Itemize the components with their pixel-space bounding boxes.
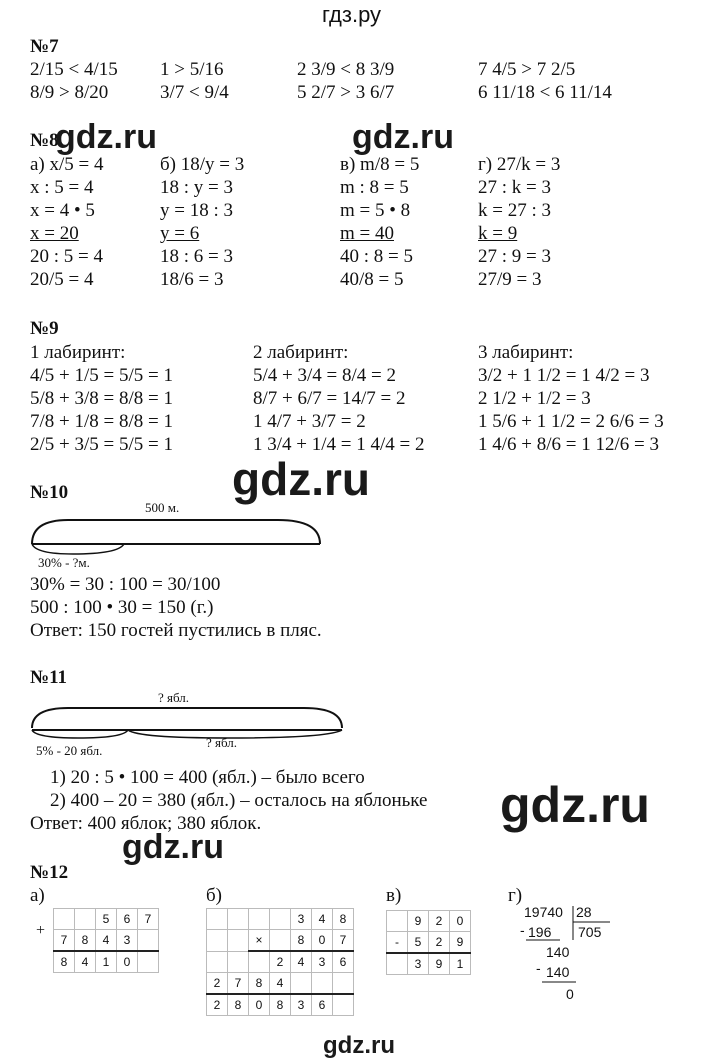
- eq: y = 18 : 3: [160, 200, 233, 221]
- ineq: 7 4/5 > 7 2/5: [478, 59, 576, 80]
- eq: 18 : y = 3: [160, 177, 233, 198]
- segment-part-label: 5% - 20 ябл.: [36, 743, 103, 758]
- eq: 5/8 + 3/8 = 8/8 = 1: [30, 388, 173, 409]
- solution-line: 1) 20 : 5 • 100 = 400 (ябл.) – было всего: [50, 767, 365, 788]
- eq: б) 18/y = 3: [160, 154, 245, 175]
- eq: 40/8 = 5: [340, 269, 404, 290]
- task-7-title: №7: [30, 36, 59, 57]
- site-header: гдз.ру: [322, 2, 382, 27]
- watermark: gdz.ru: [122, 828, 224, 866]
- eq-answer: m = 40: [340, 223, 394, 244]
- subtrahend: 196: [528, 924, 552, 940]
- eq: 2/5 + 3/5 = 5/5 = 1: [30, 434, 173, 455]
- subtraction-grid: 9 2 0 - 5 2 9 3 9 1: [386, 910, 471, 975]
- sub-c-label: в): [386, 885, 402, 906]
- eq-answer: k = 9: [478, 223, 518, 244]
- eq: 3/2 + 1 1/2 = 1 4/2 = 3: [478, 365, 650, 386]
- maze-label: 3 лабиринт:: [478, 342, 574, 363]
- eq: а) x/5 = 4: [30, 154, 104, 175]
- eq: 27/9 = 3: [478, 269, 542, 290]
- eq: 20 : 5 = 4: [30, 246, 103, 267]
- task-8-title: №8: [30, 130, 59, 151]
- minus-sign: -: [536, 960, 541, 976]
- solution-line: 500 : 100 • 30 = 150 (г.): [30, 597, 214, 618]
- segment-total-label: 500 м.: [145, 500, 180, 515]
- task-10-title: №10: [30, 482, 69, 503]
- maze-label: 2 лабиринт:: [253, 342, 349, 363]
- eq: k = 27 : 3: [478, 200, 551, 221]
- ineq: 2/15 < 4/15: [30, 59, 118, 80]
- eq: г) 27/k = 3: [478, 154, 561, 175]
- addition-grid: 5 6 7 7 8 4 3 8 4 1 0: [53, 908, 159, 973]
- segment-rest-label: ? ябл.: [206, 735, 238, 750]
- eq: 18/6 = 3: [160, 269, 224, 290]
- final-remainder: 0: [566, 986, 574, 1002]
- footer-watermark: gdz.ru: [323, 1032, 395, 1059]
- eq: m : 8 = 5: [340, 177, 409, 198]
- answer: Ответ: 150 гостей пустились в пляс.: [30, 620, 322, 641]
- eq: 1 4/7 + 3/7 = 2: [253, 411, 366, 432]
- eq: x = 4 • 5: [30, 200, 95, 221]
- task-9-title: №9: [30, 318, 59, 339]
- eq: 27 : k = 3: [478, 177, 551, 198]
- eq: 18 : 6 = 3: [160, 246, 233, 267]
- quotient: 705: [578, 924, 602, 940]
- eq: 8/7 + 6/7 = 14/7 = 2: [253, 388, 406, 409]
- segment-total-label: ? ябл.: [158, 690, 190, 705]
- subtrahend: 140: [546, 964, 570, 980]
- watermark: gdz.ru: [352, 118, 454, 156]
- task-11-diagram: [28, 700, 348, 740]
- eq-answer: x = 20: [30, 223, 79, 244]
- eq: 4/5 + 1/5 = 5/5 = 1: [30, 365, 173, 386]
- watermark: gdz.ru: [55, 118, 157, 156]
- eq: 5/4 + 3/4 = 8/4 = 2: [253, 365, 396, 386]
- solution-line: 30% = 30 : 100 = 30/100: [30, 574, 221, 595]
- eq: 20/5 = 4: [30, 269, 94, 290]
- ineq: 5 2/7 > 3 6/7: [297, 82, 395, 103]
- eq: 1 5/6 + 1 1/2 = 2 6/6 = 3: [478, 411, 664, 432]
- maze-label: 1 лабиринт:: [30, 342, 126, 363]
- sub-b-label: б): [206, 885, 222, 906]
- plus-sign: +: [36, 922, 46, 939]
- watermark: gdz.ru: [232, 453, 370, 505]
- ineq: 8/9 > 8/20: [30, 82, 109, 103]
- task-11-title: №11: [30, 667, 68, 688]
- eq: 27 : 9 = 3: [478, 246, 551, 267]
- multiplication-grid: 3 4 8 × 8 0 7 2 4 3 6 2 7 8 4 2 8 0 8 3 6: [206, 908, 354, 1016]
- answer: Ответ: 400 яблок; 380 яблок.: [30, 813, 262, 834]
- ineq: 3/7 < 9/4: [160, 82, 229, 103]
- eq: в) m/8 = 5: [340, 154, 420, 175]
- eq: 1 3/4 + 1/4 = 1 4/4 = 2: [253, 434, 425, 455]
- ineq: 1 > 5/16: [160, 59, 224, 80]
- eq: m = 5 • 8: [340, 200, 411, 221]
- remainder: 140: [546, 944, 570, 960]
- ineq: 6 11/18 < 6 11/14: [478, 82, 612, 103]
- dividend: 19740: [524, 904, 563, 920]
- watermark: gdz.ru: [500, 777, 650, 833]
- minus-sign: -: [520, 922, 525, 938]
- eq: 1 4/6 + 8/6 = 1 12/6 = 3: [478, 434, 659, 455]
- eq: 2 1/2 + 1/2 = 3: [478, 388, 591, 409]
- segment-part-label: 30% - ?м.: [38, 555, 90, 570]
- task-12-title: №12: [30, 862, 69, 883]
- sub-d-label: г): [508, 885, 523, 906]
- eq-answer: y = 6: [160, 223, 200, 244]
- long-division: [520, 904, 630, 1014]
- eq: 40 : 8 = 5: [340, 246, 413, 267]
- divisor: 28: [576, 904, 592, 920]
- solution-line: 2) 400 – 20 = 380 (ябл.) – осталось на яблоньке: [50, 790, 428, 811]
- eq: x : 5 = 4: [30, 177, 94, 198]
- eq: 7/8 + 1/8 = 8/8 = 1: [30, 411, 173, 432]
- sub-a-label: а): [30, 885, 45, 906]
- division-lines: [520, 904, 630, 1014]
- ineq: 2 3/9 < 8 3/9: [297, 59, 395, 80]
